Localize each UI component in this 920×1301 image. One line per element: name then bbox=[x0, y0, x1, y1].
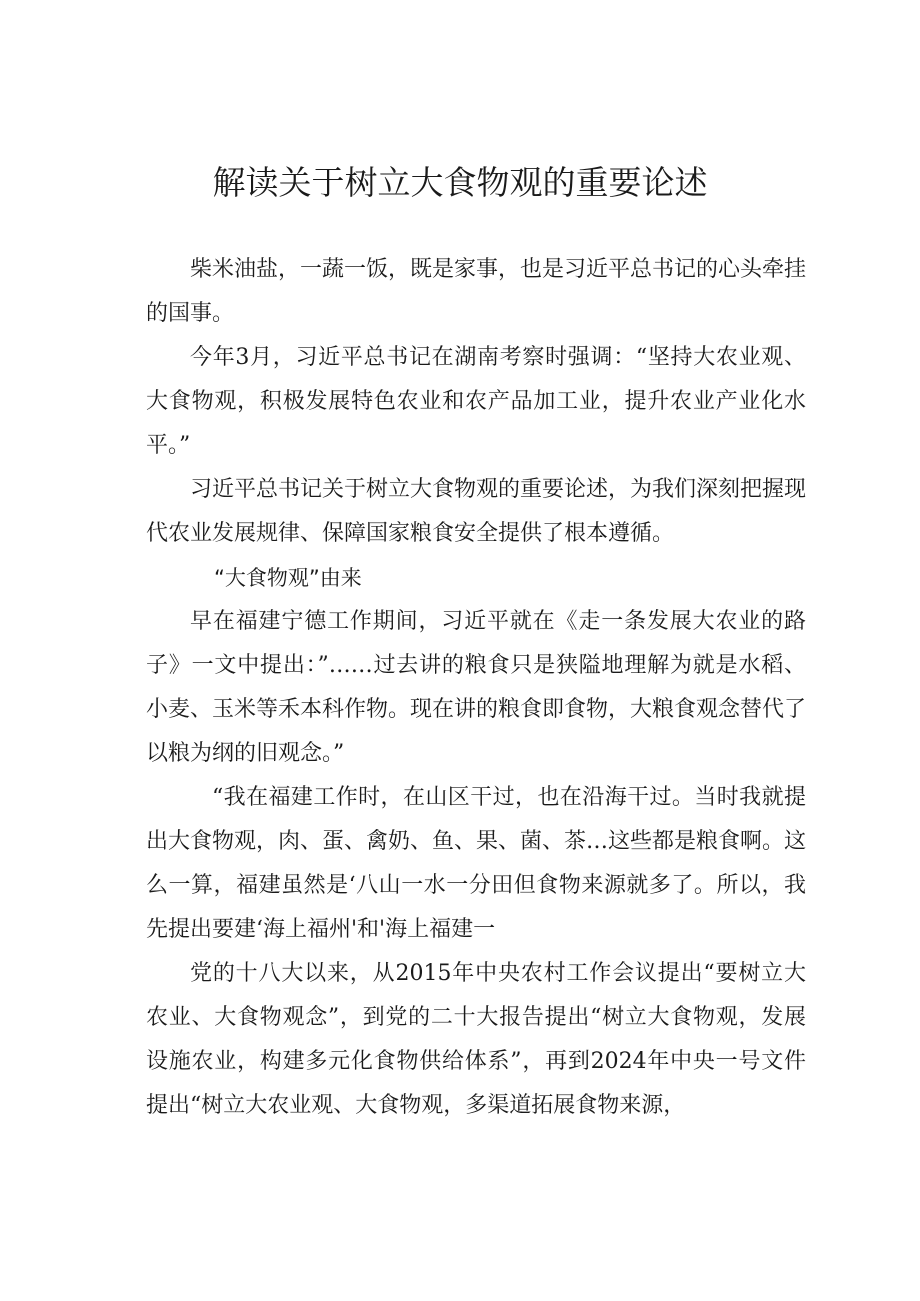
paragraph-fujian-quote: “我在福建工作时，在山区干过，也在沿海干过。当时我就提出大食物观，肉、蛋、禽奶、鱼、果、菌、茶…这些都是粮食啊。这么一算，福建虽然是‘八山一水一分田但食物来源就多了。所以，我先提出要建‘海上福州'和'海上福建一 bbox=[146, 785, 807, 942]
paragraph-since-18th-congress: 党的十八大以来，从2015年中央农村工作会议提出“要树立大农业、大食物观念”，到党的二十大报告提出“树立大食物观，发展设施农业，构建多元化食物供给体系”，再到2024年中央一号文件提出“树立大农业观、大食物观，多渠道拓展食物来源， bbox=[146, 961, 806, 1118]
paragraph-guidance: 习近平总书记关于树立大食物观的重要论述，为我们深刻把握现代农业发展规律、保障国家粮食安全提供了根本遵循。 bbox=[146, 477, 807, 546]
paragraph-intro: 柴米油盐，一蔬一饭，既是家事，也是习近平总书记的心头牵挂的国事。 bbox=[146, 257, 807, 326]
section-heading: “大食物观”由来 bbox=[214, 566, 362, 590]
paragraph-hunan-inspection: 今年3月，习近平总书记在湖南考察时强调：“坚持大农业观、大食物观，积极发展特色农业和农产品加工业，提升农业产业化水平。” bbox=[146, 345, 806, 458]
paragraph-ningde: 早在福建宁德工作期间，习近平就在《走一条发展大农业的路子》一文中提出：”……过去讲的粮食只是狭隘地理解为就是水稻、小麦、玉米等禾本科作物。现在讲的粮食即食物，大粮食观念替代了以粮为纲的旧观念。” bbox=[146, 609, 807, 766]
document-title: 解读关于树立大食物观的重要论述 bbox=[212, 163, 708, 202]
document-body bbox=[146, 248, 806, 1128]
